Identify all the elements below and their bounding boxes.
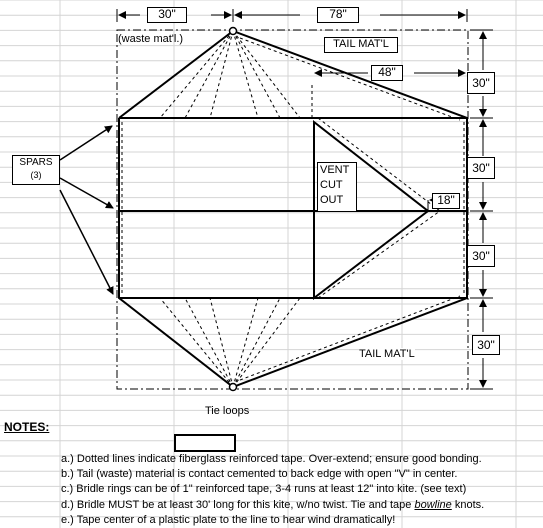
dim-label-vent-offset: 48": [371, 65, 403, 81]
dim-label-right-4: 30": [472, 335, 500, 355]
vent-label-line-1: VENT: [320, 164, 350, 176]
tail-material-label-top: TAIL MAT'L: [324, 37, 398, 53]
tie-loop-bottom: [230, 384, 237, 391]
tie-loops-label: Tie loops: [205, 405, 250, 417]
vent-label-line-3: OUT: [320, 194, 344, 206]
notes-list: [61, 452, 484, 528]
vent-label-line-2: CUT: [320, 179, 343, 191]
dim-label-vent-depth: 18": [432, 193, 460, 209]
vent-cutout-label: [317, 162, 357, 212]
note-item: a.) Dotted lines indicate fiberglass reinforced tape. Over-extend; ensure good bonding.: [61, 453, 482, 465]
note-item: c.) Bridle rings can be of 1" reinforced tape, 3-4 runs at least 12" into kite. (see text): [61, 483, 467, 496]
dim-label-right-3: 30": [467, 245, 495, 267]
waste-material-label: (waste mat'l.): [118, 33, 184, 45]
dim-label-top-left: 30": [147, 7, 187, 23]
kite-outline: [119, 31, 467, 387]
spars-label: [12, 155, 60, 185]
reinforcement-tape-lines: [122, 31, 464, 387]
note-text: d.) Bridle MUST be at least 30' long for this kite, w/no twist. Tie and tape: [61, 498, 415, 511]
note-item: b.) Tail (waste) material is contact cemented to back edge with open "V" in center.: [61, 468, 458, 481]
dim-label-top-right: 78": [317, 7, 359, 23]
note-item: e.) Tape center of a plastic plate to the line to hear wind dramatically!: [61, 513, 396, 526]
notes-title: NOTES:: [4, 420, 50, 434]
selected-cell[interactable]: [174, 434, 236, 452]
tie-loop-top: [230, 28, 237, 35]
dim-label-right-2: 30": [467, 157, 495, 179]
waste-boundary: [117, 30, 468, 389]
dim-label-right-1: 30": [467, 72, 495, 94]
tail-material-label-bottom: TAIL MAT'L: [359, 348, 415, 360]
spars-arrows: [60, 126, 113, 294]
note-item: [61, 498, 484, 513]
spars-count: (3): [30, 170, 42, 180]
spars-label-text: SPARS: [19, 157, 53, 168]
note-emphasis: bowline: [414, 498, 452, 511]
note-text: knots.: [451, 498, 485, 511]
